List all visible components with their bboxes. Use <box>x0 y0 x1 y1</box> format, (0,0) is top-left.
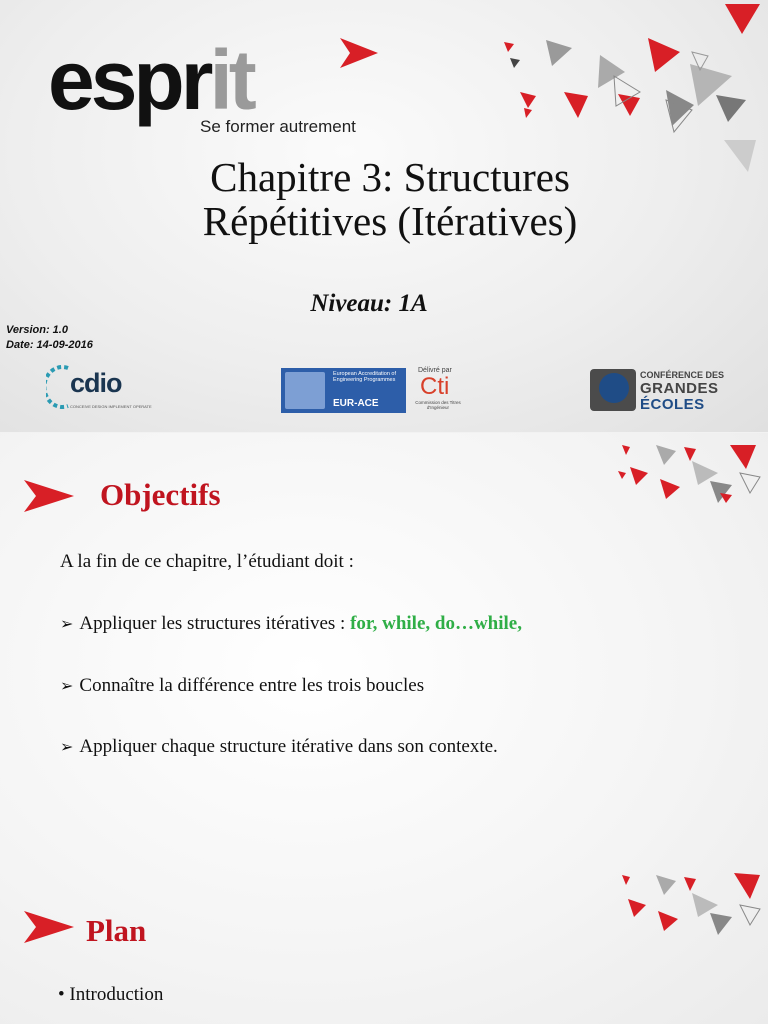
cge-line-1: CONFÉRENCE DES <box>640 370 725 380</box>
eu-stars-icon <box>285 372 325 409</box>
bullet-arrow-icon: ➢ <box>60 676 74 695</box>
logo-red-arrow-icon <box>336 36 382 72</box>
esprit-logo <box>48 33 253 127</box>
delivered-by-label: Délivré par <box>418 367 452 374</box>
objective-item <box>60 675 424 697</box>
eur-ace-description: European Accreditation of Engineering Programmes <box>333 371 396 383</box>
cti-tagline: Commission des Titres d'Ingénieur <box>415 400 461 410</box>
bullet-arrow-icon: ➢ <box>60 614 74 633</box>
decorative-triangles-mid <box>600 437 768 509</box>
objective-text: Appliquer chaque structure itérative dans son contexte. <box>79 736 498 757</box>
plan-arrow-icon <box>22 909 78 945</box>
plan-item-text: Introduction <box>69 984 164 1005</box>
date-label: Date: 14-09-2016 <box>6 339 93 351</box>
objective-text: Appliquer les structures itératives : <box>79 613 351 634</box>
cdio-logo-text: cdio <box>70 368 122 398</box>
objective-highlight: for, while, do…while, <box>350 613 522 634</box>
level-label: Niveau: 1A <box>310 290 428 317</box>
objective-text: Connaître la différence entre les trois boucles <box>79 675 425 696</box>
objectifs-intro: A la fin de ce chapitre, l’étudiant doit : <box>60 551 354 572</box>
logo-tagline: Se former autrement <box>200 117 356 136</box>
cge-emblem-icon <box>599 373 629 403</box>
objectifs-arrow-icon <box>22 478 78 514</box>
plan-bullet-icon: • <box>58 984 65 1005</box>
version-label: Version: 1.0 <box>6 324 68 336</box>
cge-line-3: ÉCOLES <box>640 396 705 413</box>
decorative-triangles-bottom <box>600 871 768 943</box>
cti-logo-text: Cti <box>420 373 450 400</box>
cge-line-2: GRANDES <box>640 380 719 397</box>
plan-item <box>58 984 163 1006</box>
objective-item <box>60 736 498 758</box>
objectives-slide <box>0 433 768 1024</box>
objective-item <box>60 613 522 635</box>
eur-ace-logo <box>281 368 406 413</box>
decorative-triangles-top <box>480 0 768 180</box>
cge-logo-icon <box>590 369 636 411</box>
cdio-tagline: CONCEIVE DESIGN IMPLEMENT OPERATE <box>70 404 152 409</box>
logo-text-it: it <box>209 33 253 127</box>
title-line-2: Répétitives (Itératives) <box>202 198 578 244</box>
logo-text-espr: espr <box>48 33 210 127</box>
slide-title <box>100 155 680 243</box>
plan-heading: Plan <box>86 913 147 948</box>
eur-ace-name: EUR-ACE <box>333 398 379 409</box>
title-slide <box>0 0 768 432</box>
bullet-arrow-icon: ➢ <box>60 737 74 756</box>
objectifs-heading: Objectifs <box>100 477 221 512</box>
title-line-1: Chapitre 3: Structures <box>210 154 570 200</box>
